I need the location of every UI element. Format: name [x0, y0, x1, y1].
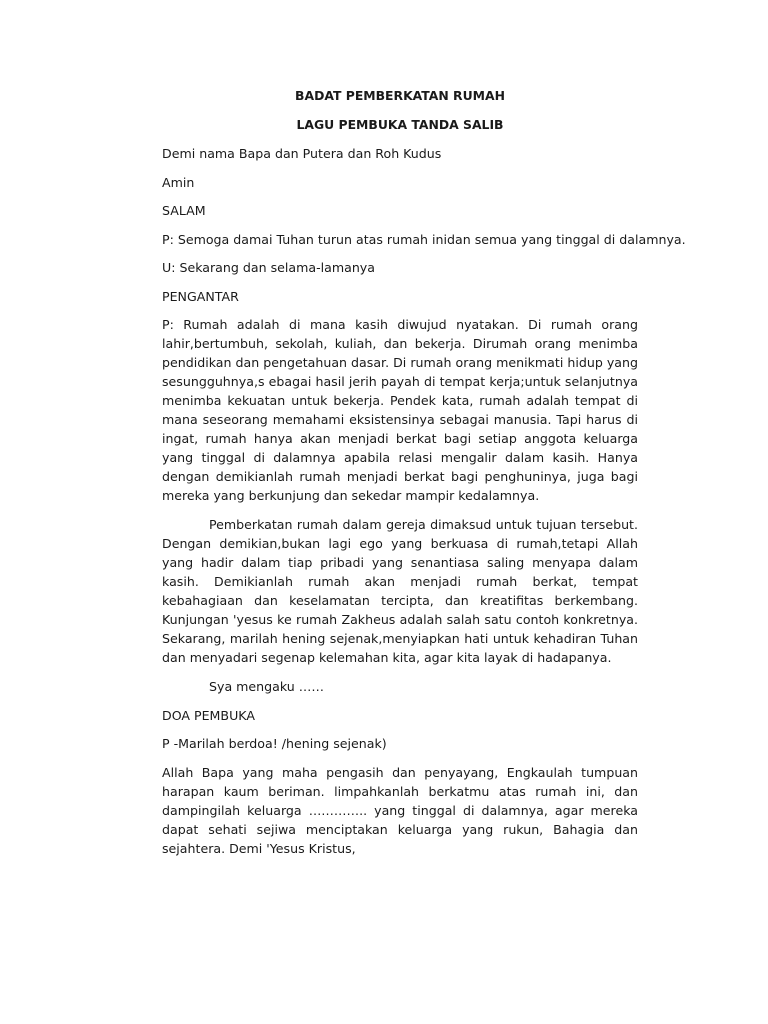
doa-pembuka-heading: DOA PEMBUKA	[162, 707, 255, 723]
document-title: BADAT PEMBERKATAN RUMAH	[295, 88, 505, 103]
invocation-line: Demi nama Bapa dan Putera dan Roh Kudus	[162, 146, 442, 161]
salam-priest-line: P: Semoga damai Tuhan turun atas rumah inidan semua yang tinggal di dalamnya.	[162, 231, 686, 247]
salam-people-line: U: Sekarang dan selama-lamanya	[162, 260, 375, 275]
doa-pembuka-paragraph: Allah Bapa yang maha pengasih dan penyayang, Engkaulah tumpuan harapan kaum beriman. limpahkanlah berkatmu atas rumah ini, dan dampingilah keluarga ………….. yang tinggal di dalamnya, agar mereka dapat sehati sejiwa menciptakan keluarga yang rukun, Bahagia dan sejahtera. Demi 'Yesus Kristus,	[162, 764, 638, 856]
pengantar-paragraph-1: P: Rumah adalah di mana kasih diwujud nyatakan. Di rumah orang lahir,bertumbuh, sekolah, kuliah, dan bekerja. Dirumah orang menimba pendidikan dan pengetahuan dasar. Di rumah orang menikmati hidup yang sesungguhnya,s ebagai hasil jerih payah di tempat kerja;untuk selanjutnya menimba kekuatan untuk bekerja. Pendek kata, rumah adalah tempat di mana seseorang memahami eksistensinya sebagai manusia. Tapi harus di ingat, rumah hanya akan menjadi berkat bagi setiap anggota keluarga yang tinggal di dalamnya apabila relasi mengalir dalam kasih. Hanya dengan demikianlah rumah menjadi berkat bagi penghuninya, juga bagi mereka yang berkunjung dan sekedar mampir kedalamnya.	[162, 317, 638, 503]
pengantar-paragraph-2: Pemberkatan rumah dalam gereja dimaksud untuk tujuan tersebut. Dengan demikian,bukan lagi ego yang berkuasa di rumah,tetapi Allah yang hadir dalam tiap pribadi yang senantiasa saling menyapa dalam kasih. Demikianlah rumah akan menjadi rumah berkat, tempat kebahagiaan dan keselamatan tercipta, dan kreatifitas berkembang. Kunjungan 'yesus ke rumah Zakheus adalah salah satu contoh konkretnya. Sekarang, marilah hening sejenak,menyiapkan hati untuk kehadiran Tuhan dan menyadari segenap kelemahan kita, agar kita layak di hadapanya.	[162, 517, 638, 665]
document-subtitle: LAGU PEMBUKA TANDA SALIB	[296, 117, 504, 132]
doa-invite-line: P -Marilah berdoa! /hening sejenak)	[162, 736, 387, 751]
amen-line: Amin	[162, 174, 195, 190]
pengantar-heading: PENGANTAR	[162, 288, 239, 304]
confiteor-line: Sya mengaku ……	[209, 679, 324, 694]
document-page	[162, 86, 686, 868]
salam-heading: SALAM	[162, 203, 206, 218]
